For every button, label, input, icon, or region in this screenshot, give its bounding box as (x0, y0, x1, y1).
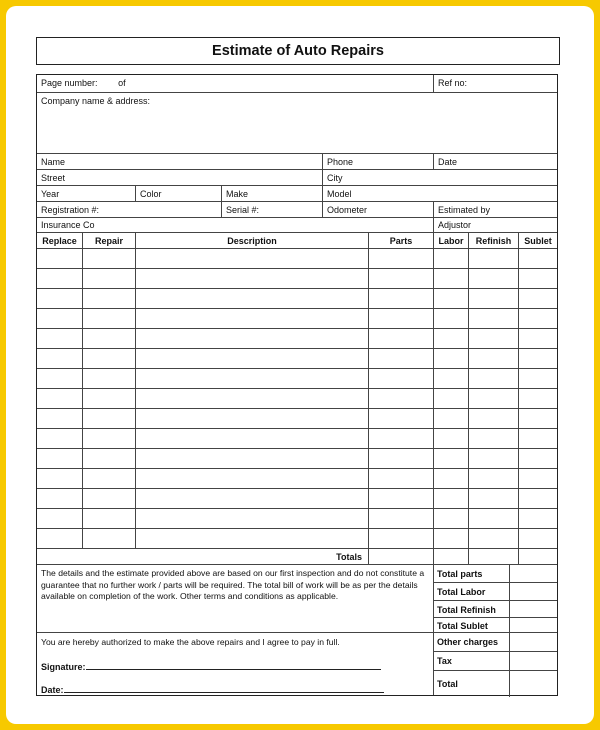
name-row (37, 154, 557, 170)
cell-repair[interactable] (82, 249, 135, 268)
cell-description[interactable] (135, 329, 368, 348)
cell-description[interactable] (135, 289, 368, 308)
insurance-row (37, 218, 557, 233)
col-repair: Repair (82, 233, 135, 248)
cell-replace[interactable] (37, 249, 82, 268)
cell-replace[interactable] (37, 509, 82, 528)
totals-label: Totals (336, 552, 362, 562)
total-label: Total (437, 679, 458, 689)
make-label: Make (226, 189, 249, 199)
cell-sublet[interactable] (518, 449, 557, 468)
total-sublet-value[interactable] (509, 618, 559, 632)
cell-labor[interactable] (433, 369, 468, 388)
summary-tax (433, 652, 557, 671)
total-refinish-label: Total Refinish (437, 605, 496, 615)
cell-replace[interactable] (37, 289, 82, 308)
cell-repair[interactable] (82, 269, 135, 288)
cell-refinish[interactable] (468, 329, 518, 348)
cell-refinish[interactable] (468, 369, 518, 388)
cell-sublet[interactable] (518, 529, 557, 548)
summary-total-parts (433, 565, 557, 583)
phone-field[interactable] (322, 154, 433, 169)
table-row (37, 409, 557, 429)
summary-total (433, 671, 557, 697)
col-sublet: Sublet (518, 233, 557, 248)
cell-repair[interactable] (82, 409, 135, 428)
cell-sublet[interactable] (518, 509, 557, 528)
total-refinish-value[interactable] (509, 601, 559, 617)
other-charges-label: Other charges (437, 637, 499, 647)
cell-description[interactable] (135, 249, 368, 268)
table-row (37, 289, 557, 309)
registration-row (37, 202, 557, 218)
cell-replace[interactable] (37, 529, 82, 548)
disclaimer-text: The details and the estimate provided above are based on our first inspection and do not constitute a guarantee that no further work / parts will be required. The total bill of work will be as per the details available on completion of the work. Other terms and conditions as applicable. (41, 568, 425, 601)
table-row (37, 429, 557, 449)
cell-refinish[interactable] (468, 429, 518, 448)
odometer-field[interactable] (322, 202, 433, 217)
cell-labor[interactable] (433, 309, 468, 328)
cell-replace[interactable] (37, 369, 82, 388)
year-field[interactable] (37, 186, 135, 201)
page-number-row (37, 75, 557, 93)
cell-sublet[interactable] (518, 389, 557, 408)
cell-sublet[interactable] (518, 469, 557, 488)
cell-parts[interactable] (368, 429, 433, 448)
cell-labor[interactable] (433, 489, 468, 508)
vehicle-row (37, 186, 557, 202)
street-row (37, 170, 557, 186)
cell-description[interactable] (135, 269, 368, 288)
estimated-by-field[interactable] (433, 202, 557, 217)
summary-other-charges (433, 633, 557, 652)
page-number-field[interactable] (37, 75, 433, 92)
summary-total-refinish (433, 601, 557, 618)
cell-description[interactable] (135, 529, 368, 548)
street-field[interactable] (37, 170, 322, 185)
cell-repair[interactable] (82, 389, 135, 408)
date-line[interactable] (41, 685, 384, 695)
cell-parts[interactable] (368, 529, 433, 548)
cell-sublet[interactable] (518, 369, 557, 388)
color-field[interactable] (135, 186, 221, 201)
cell-repair[interactable] (82, 369, 135, 388)
table-row (37, 269, 557, 289)
cell-description[interactable] (135, 509, 368, 528)
cell-parts[interactable] (368, 469, 433, 488)
cell-replace[interactable] (37, 349, 82, 368)
total-parts-label: Total parts (437, 569, 483, 579)
estimate-form (36, 74, 558, 696)
cell-description[interactable] (135, 469, 368, 488)
color-label: Color (140, 189, 162, 199)
cell-sublet[interactable] (518, 289, 557, 308)
summary-total-sublet (433, 618, 557, 633)
table-row (37, 449, 557, 469)
registration-label: Registration #: (41, 205, 100, 215)
cell-labor[interactable] (433, 389, 468, 408)
totals-labor-cell[interactable] (433, 549, 468, 564)
col-description: Description (135, 233, 368, 248)
total-sublet-label: Total Sublet (437, 621, 488, 631)
cell-description[interactable] (135, 309, 368, 328)
cell-refinish[interactable] (468, 529, 518, 548)
cell-sublet[interactable] (518, 409, 557, 428)
company-field[interactable] (37, 93, 557, 153)
cell-labor[interactable] (433, 289, 468, 308)
cell-repair[interactable] (82, 329, 135, 348)
total-value[interactable] (509, 671, 559, 697)
total-labor-label: Total Labor (437, 587, 486, 597)
cell-refinish[interactable] (468, 469, 518, 488)
items-header-row (37, 233, 557, 249)
disclaimer-box (37, 565, 433, 633)
cell-sublet[interactable] (518, 349, 557, 368)
tax-label: Tax (437, 656, 452, 666)
ref-no-label: Ref no: (438, 78, 468, 88)
cell-labor[interactable] (433, 509, 468, 528)
cell-parts[interactable] (368, 509, 433, 528)
insurance-label: Insurance Co (41, 220, 95, 230)
phone-label: Phone (327, 157, 354, 167)
cell-replace[interactable] (37, 389, 82, 408)
table-row (37, 489, 557, 509)
cell-replace[interactable] (37, 489, 82, 508)
cell-labor[interactable] (433, 249, 468, 268)
table-row (37, 369, 557, 389)
model-field[interactable] (322, 186, 557, 201)
year-label: Year (41, 189, 60, 199)
cell-parts[interactable] (368, 329, 433, 348)
table-row (37, 329, 557, 349)
col-labor: Labor (433, 233, 468, 248)
summary-total-labor (433, 583, 557, 601)
name-label: Name (41, 157, 66, 167)
cell-labor[interactable] (433, 449, 468, 468)
serial-field[interactable] (221, 202, 322, 217)
serial-label: Serial #: (226, 205, 260, 215)
cell-replace[interactable] (37, 329, 82, 348)
authorization-text: You are hereby authorized to make the above repairs and I agree to pay in full. (41, 637, 340, 647)
cell-parts[interactable] (368, 289, 433, 308)
city-label: City (327, 173, 343, 183)
page-of-label: of (118, 78, 126, 88)
table-row (37, 469, 557, 489)
cell-replace[interactable] (37, 469, 82, 488)
adjustor-label: Adjustor (438, 220, 472, 230)
table-row (37, 349, 557, 369)
form-page (6, 6, 594, 724)
cell-refinish[interactable] (468, 309, 518, 328)
cell-parts[interactable] (368, 449, 433, 468)
cell-description[interactable] (135, 349, 368, 368)
adjustor-field[interactable] (433, 218, 557, 232)
cell-description[interactable] (135, 429, 368, 448)
cell-labor[interactable] (433, 429, 468, 448)
cell-parts[interactable] (368, 409, 433, 428)
totals-row (37, 549, 557, 565)
cell-sublet[interactable] (518, 309, 557, 328)
cell-parts[interactable] (368, 349, 433, 368)
cell-repair[interactable] (82, 289, 135, 308)
cell-replace[interactable] (37, 269, 82, 288)
date-signature-label: Date: (41, 685, 64, 695)
cell-parts[interactable] (368, 269, 433, 288)
cell-repair[interactable] (82, 449, 135, 468)
insurance-field[interactable] (37, 218, 433, 232)
cell-refinish[interactable] (468, 269, 518, 288)
cell-replace[interactable] (37, 449, 82, 468)
cell-parts[interactable] (368, 309, 433, 328)
cell-refinish[interactable] (468, 409, 518, 428)
cell-repair[interactable] (82, 469, 135, 488)
cell-refinish[interactable] (468, 489, 518, 508)
table-row (37, 389, 557, 409)
cell-refinish[interactable] (468, 349, 518, 368)
cell-refinish[interactable] (468, 509, 518, 528)
cell-labor[interactable] (433, 529, 468, 548)
cell-repair[interactable] (82, 429, 135, 448)
date-top-label: Date (438, 157, 458, 167)
total-labor-value[interactable] (509, 583, 559, 600)
company-label: Company name & address: (41, 96, 151, 106)
cell-parts[interactable] (368, 369, 433, 388)
col-parts: Parts (368, 233, 433, 248)
cell-replace[interactable] (37, 429, 82, 448)
cell-repair[interactable] (82, 309, 135, 328)
city-field[interactable] (322, 170, 557, 185)
model-label: Model (327, 189, 352, 199)
registration-field[interactable] (37, 202, 221, 217)
table-row (37, 249, 557, 269)
cell-parts[interactable] (368, 249, 433, 268)
cell-sublet[interactable] (518, 489, 557, 508)
cell-parts[interactable] (368, 489, 433, 508)
signature-label: Signature: (41, 662, 86, 672)
cell-labor[interactable] (433, 349, 468, 368)
cell-description[interactable] (135, 389, 368, 408)
cell-sublet[interactable] (518, 329, 557, 348)
cell-sublet[interactable] (518, 429, 557, 448)
form-title: Estimate of Auto Repairs (36, 37, 560, 65)
table-row (37, 529, 557, 549)
make-field[interactable] (221, 186, 322, 201)
date-field[interactable] (433, 154, 557, 169)
cell-repair[interactable] (82, 529, 135, 548)
company-row (37, 93, 557, 154)
cell-repair[interactable] (82, 489, 135, 508)
page-number-label: Page number: (41, 78, 98, 88)
totals-sublet-cell[interactable] (518, 549, 557, 564)
cell-replace[interactable] (37, 309, 82, 328)
cell-sublet[interactable] (518, 269, 557, 288)
authorization-box (37, 633, 433, 697)
estimated-by-label: Estimated by (438, 205, 491, 215)
totals-refinish-cell[interactable] (468, 549, 518, 564)
street-label: Street (41, 173, 66, 183)
signature-line[interactable] (41, 662, 381, 672)
cell-labor[interactable] (433, 409, 468, 428)
ref-no-field[interactable] (433, 75, 557, 92)
cell-labor[interactable] (433, 269, 468, 288)
cell-parts[interactable] (368, 389, 433, 408)
cell-labor[interactable] (433, 329, 468, 348)
cell-repair[interactable] (82, 349, 135, 368)
cell-refinish[interactable] (468, 389, 518, 408)
cell-refinish[interactable] (468, 249, 518, 268)
col-refinish: Refinish (468, 233, 518, 248)
cell-refinish[interactable] (468, 449, 518, 468)
cell-description[interactable] (135, 369, 368, 388)
cell-replace[interactable] (37, 409, 82, 428)
cell-refinish[interactable] (468, 289, 518, 308)
table-row (37, 309, 557, 329)
cell-description[interactable] (135, 489, 368, 508)
cell-labor[interactable] (433, 469, 468, 488)
totals-parts-cell[interactable] (368, 549, 433, 564)
other-charges-value[interactable] (509, 633, 559, 651)
table-row (37, 509, 557, 529)
tax-value[interactable] (509, 652, 559, 670)
total-parts-value[interactable] (509, 565, 559, 582)
cell-description[interactable] (135, 449, 368, 468)
cell-sublet[interactable] (518, 249, 557, 268)
col-replace: Replace (42, 236, 77, 246)
cell-repair[interactable] (82, 509, 135, 528)
odometer-label: Odometer (327, 205, 368, 215)
name-field[interactable] (37, 154, 322, 169)
cell-description[interactable] (135, 409, 368, 428)
